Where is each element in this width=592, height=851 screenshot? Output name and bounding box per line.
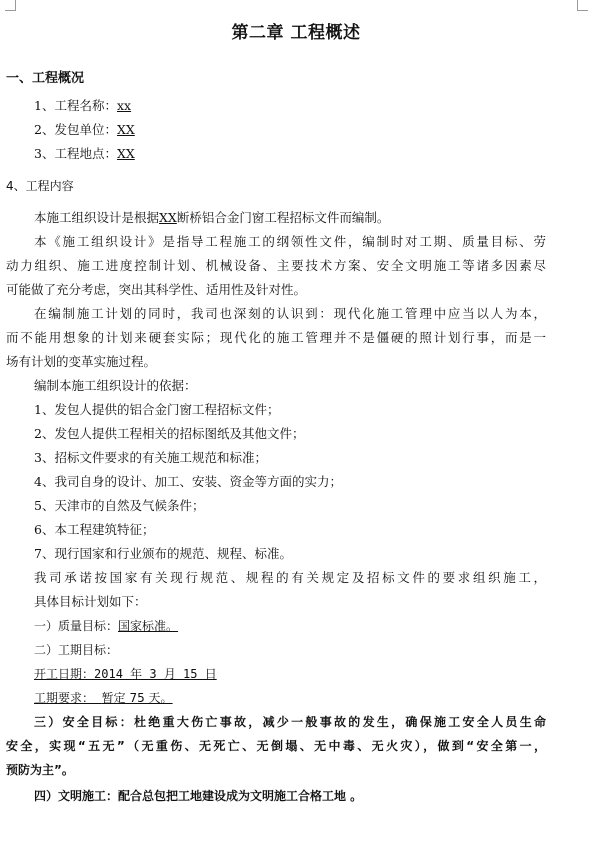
employer-value: XX [116, 122, 135, 137]
basis-item[interactable]: 2、发包人提供工程相关的招标图纸及其他文件； [34, 426, 305, 441]
safety-goal-line[interactable]: 三）安全目标：杜绝重大伤亡事故，减少一般事故的发生，确保施工安全人员生命 [34, 715, 546, 729]
paragraph-line[interactable]: 在编制施工计划的同时，我司也深刻的认识到：现代化施工管理中应当以人为本， [34, 306, 546, 321]
basis-item[interactable]: 5、天津市的自然及气候条件； [34, 498, 205, 513]
chapter-title[interactable]: 第二章 工程概述 [231, 23, 361, 43]
basis-item[interactable]: 3、招标文件要求的有关施工规范和标准； [34, 450, 267, 465]
duration-label: 工期要求： [34, 691, 95, 705]
section-heading-content[interactable]: 4、工程内容 [6, 179, 74, 193]
paragraph-line[interactable]: 场有计划的变革实施过程。 [6, 354, 157, 369]
basis-item[interactable]: 7、现行国家和行业颁布的规范、规程、标准。 [34, 546, 292, 561]
duration-line[interactable] [34, 689, 173, 707]
section-heading-overview[interactable]: 一、工程概况 [6, 71, 85, 86]
paragraph-line[interactable]: 可能做了充分考虑，突出其科学性、适用性及针对性。 [6, 282, 307, 297]
safety-goal-line[interactable]: 安全，实现“五无”（无重伤、无死亡、无倒塌、无中毒、无火灾），做到“安全第一， [6, 739, 546, 753]
employer-line[interactable] [34, 121, 135, 139]
start-date-label: 开工日期： [34, 667, 95, 681]
paragraph-line[interactable]: 而不能用想象的计划来硬套实际；现代化的施工管理并不是僵硬的照计划行事，而是一 [6, 330, 546, 345]
paragraph-text: 本施工组织设计是根据 [34, 210, 160, 225]
paragraph-line[interactable]: 动力组织、施工进度控制计划、机械设备、主要技术方案、安全文明施工等诸多因素尽 [6, 258, 546, 273]
paragraph-line[interactable]: 本《施工组织设计》是指导工程施工的纲领性文件，编制时对工期、质量目标、劳 [34, 234, 546, 249]
basis-item[interactable]: 1、发包人提供的铝合金门窗工程招标文件； [34, 402, 280, 417]
employer-label: 2、发包单位： [34, 122, 117, 137]
project-name-line[interactable] [34, 97, 131, 115]
underlined-placeholder: XX [159, 210, 177, 225]
project-name-value: xx [116, 98, 132, 113]
quality-goal-line[interactable] [34, 617, 178, 635]
safety-goal-line[interactable]: 预防为主”。 [6, 763, 74, 777]
project-name-label: 1、工程名称： [34, 98, 117, 113]
commitment-line[interactable]: 我司承诺按国家有关现行规范、规程的有关规定及招标文件的要求组织施工， [34, 570, 546, 585]
commitment-line[interactable]: 具体目标计划如下： [34, 594, 147, 609]
location-label: 3、工程地点： [34, 146, 117, 161]
quality-goal-value: 国家标准。 [118, 619, 179, 633]
schedule-goal-label[interactable]: 二）工期目标： [34, 643, 119, 657]
location-line[interactable] [34, 145, 135, 163]
start-date-line[interactable] [34, 665, 217, 683]
basis-item[interactable]: 4、我司自身的设计、加工、安装、资金等方面的实力； [34, 474, 342, 489]
paragraph-text: 断桥铝合金门窗工程招标文件而编制。 [176, 210, 390, 225]
paragraph-basis-doc[interactable] [34, 209, 389, 227]
basis-item[interactable]: 6、本工程建筑特征； [34, 522, 155, 537]
quality-goal-label: 一）质量目标： [34, 619, 119, 633]
basis-intro[interactable]: 编制本施工组织设计的依据： [34, 378, 197, 393]
duration-value: 暂定 75 天。 [101, 691, 173, 705]
page-corner-mark [5, 0, 16, 11]
start-date-value: 2014 年 3 月 15 日 [94, 667, 217, 681]
civil-construction-line[interactable]: 四）文明施工：配合总包把工地建设成为文明施工合格工地 。 [34, 789, 363, 803]
page-corner-mark [577, 0, 588, 11]
location-value: XX [116, 146, 135, 161]
